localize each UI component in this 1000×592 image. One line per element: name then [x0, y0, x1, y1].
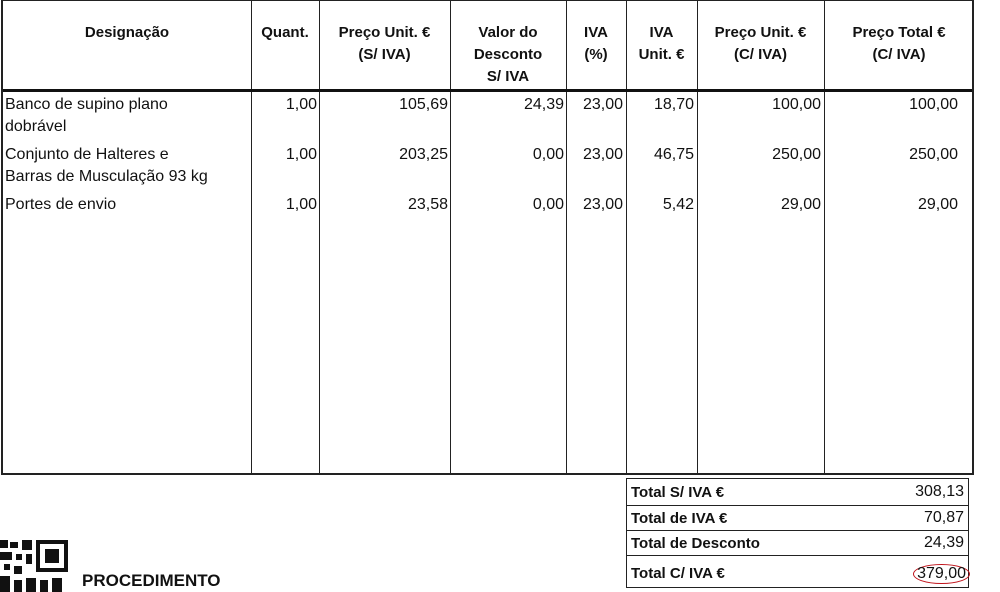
cell-iva-pct: 23,00 [582, 96, 623, 113]
cell-desconto: 24,39 [523, 96, 564, 113]
cell-designacao: Conjunto de Halteres e Barras de Musculação 93 kg [5, 146, 208, 185]
total-value: 308,13 [915, 483, 964, 500]
header-iva-pct: IVA (%) [584, 24, 608, 63]
header-preco-unit-s-iva: Preço Unit. € (S/ IVA) [338, 24, 431, 63]
cell-iva-unit: 46,75 [653, 146, 694, 163]
header-quant: Quant. [261, 24, 309, 41]
cell-preco-unit-s-iva: 23,58 [407, 196, 448, 213]
total-label: Total de IVA € [631, 509, 728, 527]
qr-code-icon [0, 540, 68, 592]
invoice-items-table [1, 0, 974, 475]
total-desconto-row [627, 530, 968, 555]
total-label: Total de Desconto [631, 534, 760, 552]
header-valor-desconto: Valor do Desconto S/ IVA [473, 24, 543, 85]
total-value: 24,39 [923, 534, 964, 551]
cell-iva-pct: 23,00 [582, 146, 623, 163]
cell-preco-unit-c-iva: 250,00 [772, 146, 821, 163]
cell-iva-unit: 18,70 [653, 96, 694, 113]
cell-designacao: Banco de supino plano dobrável [5, 96, 168, 135]
cell-quant: 1,00 [285, 96, 317, 113]
cell-quant: 1,00 [285, 146, 317, 163]
cell-preco-total: 100,00 [909, 96, 958, 113]
cell-preco-unit-c-iva: 100,00 [772, 96, 821, 113]
header-preco-unit-c-iva: Preço Unit. € (C/ IVA) [714, 24, 807, 63]
cell-preco-total: 29,00 [917, 196, 958, 213]
cell-preco-unit-s-iva: 203,25 [399, 146, 448, 163]
cell-preco-unit-s-iva: 105,69 [399, 96, 448, 113]
totals-box [626, 478, 969, 588]
cell-iva-pct: 23,00 [582, 196, 623, 213]
cell-preco-unit-c-iva: 29,00 [780, 196, 821, 213]
cell-desconto: 0,00 [532, 146, 564, 163]
header-preco-total: Preço Total € (C/ IVA) [852, 24, 946, 63]
total-value-circled: 379,00 [913, 564, 970, 584]
total-s-iva-row [627, 478, 968, 505]
cell-preco-total: 250,00 [909, 146, 958, 163]
total-value: 70,87 [923, 509, 964, 526]
cell-iva-unit: 5,42 [662, 196, 694, 213]
header-divider [3, 89, 972, 92]
header-designacao: Designação [84, 24, 170, 41]
section-title-procedimento: PROCEDIMENTO [82, 571, 221, 590]
total-label: Total S/ IVA € [631, 483, 725, 501]
header-iva-unit: IVA Unit. € [638, 24, 685, 63]
total-c-iva-row [627, 555, 968, 587]
cell-designacao: Portes de envio [5, 196, 117, 213]
cell-quant: 1,00 [285, 196, 317, 213]
total-label: Total C/ IVA € [631, 565, 725, 582]
total-iva-row [627, 505, 968, 530]
cell-desconto: 0,00 [532, 196, 564, 213]
